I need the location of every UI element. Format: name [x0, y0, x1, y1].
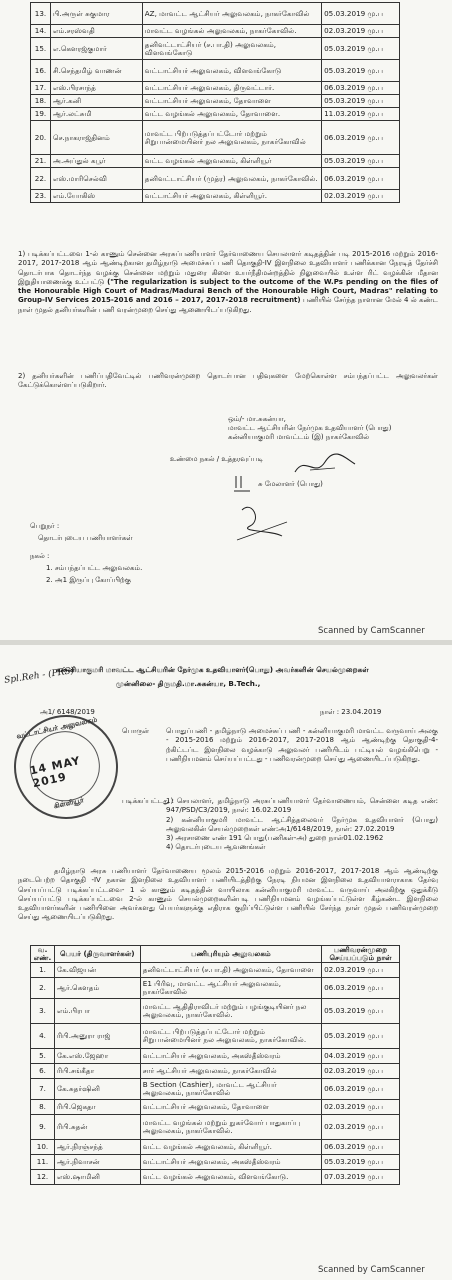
table-row: [31, 1079, 400, 1100]
row-number: 15.: [31, 38, 51, 60]
row-name: ஆர்.கௌதம்: [54, 978, 140, 999]
proceedings-header: கன்னியாகுமரி மாவட்ட ஆட்சியரின் நேர்முக உதவியாளர்(பொது) அவர்களின் செயல்முறைகள்: [56, 665, 369, 674]
row-name: எம்.சரஸ்வதி: [50, 25, 142, 38]
row-name: ரிபி.அனுரா ராஜ்: [54, 1024, 140, 1049]
col-header-no: வ. எண்.: [31, 946, 55, 963]
row-name: பி.அருள் சுகுமார: [50, 3, 142, 25]
subject-text: பொதுப்பணி - தமிழ்நாடு அமைச்சுப் பணி - கன்னியாகுமரி மாவட்ட வருவாய் அலகு - 2015-2016 மற்றும் 2016-2017, 2017-2018 ஆம் ஆண்டிற்கு தொகுதி-4-ற்கிட்டப்ட இளநிலை வழக்காடு அலுவலர் பணியிடம் பட்டியல் வழங்கிபெறு - பணிநியமனம் செய்யப்பட்டது - பணிவரன்முறை செய்து ஆணையிடப்படுகிறது.: [166, 727, 438, 763]
row-name: செ.நாகராஜ்தினம்: [50, 121, 142, 155]
paragraph-2: [18, 372, 438, 391]
row-name: ஆர்.லட்சுமி: [50, 108, 142, 121]
table-row: [31, 1170, 400, 1185]
row-office: மாவட்ட பிற்படுத்தப்பட்டோர் மற்றும் சிறுபான்மையினர் நல அலுவலகம், நாகர்கோவில்.: [140, 1024, 321, 1049]
row-name: ரிபி.ஜெகதா: [54, 1100, 140, 1115]
row-number: 20.: [31, 121, 51, 155]
row-office: தனிவட்டாட்சியர் (ச.பா.தி) அலுவலகம், தோவாளை: [140, 963, 321, 978]
attest-signatory: சு மேலாளர் (பொது): [258, 480, 323, 488]
true-copy-label: உண்மை நகல் / உத்தரவுப்படி: [170, 455, 264, 463]
row-name: கே.எஸ்.ஜேஹா: [54, 1049, 140, 1064]
handwritten-signature-2: [232, 500, 292, 545]
reference-4: 4) தொடர்புடைய ஆவணங்கள்: [166, 843, 266, 852]
row-name: ரிபி.சங்கீதா: [54, 1064, 140, 1079]
row-office: வட்ட வழங்கல் அலுவலகம், கிள்ளியூர்.: [140, 1140, 321, 1155]
stamp-date: 14 MAY 2019: [28, 753, 82, 791]
row-number: 13.: [31, 3, 51, 25]
scanner-watermark: Scanned by CamScanner: [318, 1265, 425, 1275]
table-row: [31, 168, 400, 190]
row-date: 02.03.2019 மு.ப: [322, 1115, 400, 1140]
table-header-row: [31, 946, 400, 963]
row-office: மாவட்ட பிற்படுத்தப்பட்டோர் மற்றும் சிறுபான்மையினர் நல அலுவலகம், நாகர்கோவில்: [142, 121, 321, 155]
row-date: 06.03.2019 மு.ப: [322, 82, 400, 95]
row-date: 05.03.2019 மு.ப: [322, 1024, 400, 1049]
row-office: வட்டாட்சியர் அலுவலகம், தோவாளை: [142, 95, 321, 108]
table-row: [31, 999, 400, 1024]
row-date: 02.03.2019 மு.ப: [322, 963, 400, 978]
row-number: 3.: [31, 999, 55, 1024]
row-office: தனிவட்டாட்சியர் (முத்ர) அலுவலகம், நாகர்கோவில்.: [142, 168, 321, 190]
table-row: [31, 963, 400, 978]
handwritten-mark: [232, 472, 254, 494]
row-number: 4.: [31, 1024, 55, 1049]
table-row: [31, 1100, 400, 1115]
row-name: எ.கௌரஜ்குமார்: [50, 38, 142, 60]
row-office: மாவட்ட வழங்கல் மற்றும் நுகர்வோர் பாதுகாப்பு அலுவலகம், நாகர்கோவில்.: [140, 1115, 321, 1140]
row-office: மாவட்ட வழங்கல் அலுவலகம், நாகர்கோவில்.: [142, 25, 321, 38]
row-name: எஸ்.பிரசாந்த்: [50, 82, 142, 95]
document-page-2: [0, 645, 452, 1280]
row-number: 9.: [31, 1115, 55, 1140]
row-office: மாவட்ட ஆதிதிராவிடர் மற்றும் பழங்குடியினர் நல அலுவலகம், நாகர்கோவில்.: [140, 999, 321, 1024]
row-date: 05.03.2019 மு.ப: [322, 38, 400, 60]
copy-label: நகல் :: [30, 552, 50, 560]
table-row: [31, 190, 400, 203]
stamp-office-text: வட்டாட்சியர் அலுவலகம்: [15, 715, 98, 741]
table-row: [31, 1024, 400, 1049]
paragraph-1: [18, 250, 438, 315]
row-date: 06.03.2019 மு.ப: [322, 121, 400, 155]
row-name: எஸ்.ஷாமினி: [54, 1170, 140, 1185]
paragraph-1-tail: பணியில் சேர்ந்த நாளான மேல் 4 ல் கண்ட நாள் முதல் தனியர்களின் பணி வரன்முறை செய்து ஆணையிடப்படுகிறது.: [18, 296, 438, 314]
row-office: வட்ட வழங்கல் அலுவலகம், கிள்ளியூர்: [142, 155, 321, 168]
row-office: வட்டாட்சியர் அலுவலகம், விளவங்கோடு: [142, 60, 321, 82]
row-date: 04.03.2019 மு.ப: [322, 1049, 400, 1064]
col-header-office: பணிபுரியும் அலுவலகம்: [140, 946, 321, 963]
row-name: எம்.பிரபா: [54, 999, 140, 1024]
row-date: 02.03.2019 மு.ப: [322, 25, 400, 38]
stamp-place-text: கிள்ளியூர்: [53, 796, 85, 811]
handwritten-note: Spl.Reh - (PRS): [3, 666, 75, 686]
row-number: 1.: [31, 963, 55, 978]
row-date: 07.03.2019 மு.ப: [322, 1170, 400, 1185]
row-date: 05.03.2019 மு.ப: [322, 155, 400, 168]
table-row: [31, 1155, 400, 1170]
row-name: ரிபி.சுதன்: [54, 1115, 140, 1140]
reference-number: அ1/ 6148/2019: [40, 708, 95, 716]
reference-3: 3) அரசாணை எண் 191 பொது(பணிகள்-அ) துறை நாள்01.02.1962: [166, 834, 384, 843]
references-list: [166, 797, 438, 853]
col-header-date: பணிவரன்முறை செய்யப்படும் நாள்: [322, 946, 400, 963]
table-row: [31, 3, 400, 25]
row-number: 19.: [31, 108, 51, 121]
received-stamp: [4, 705, 127, 828]
row-office: வட்டாட்சியர் அலுவலகம், அகஸ்தீஸ்வரம்: [140, 1049, 321, 1064]
row-name: கே.விஜயன்: [54, 963, 140, 978]
row-name: எஸ்.மாரிசெல்வி: [50, 168, 142, 190]
row-number: 16.: [31, 60, 51, 82]
table-row: [31, 121, 400, 155]
paragraph-1-text: படிக்கப்பட்டவை 1-ல் காணும் சென்னை அரசுப்பணியாளர் தேர்வாணைய செயலாளர் கடிதத்தின் படி 2015-2016 மற்றும் 2016-2017, 2017-2018 ஆம் ஆண்டிற்கான தமிழ்நாடு அமைச்சுப் பணி தொகுதி-IV இளநிலை உதவியாளர் பணிக்கான நேரடித் தேர்ச்சி தொடர்பாக தொடர்ந்த வழக்கு சென்னை மற்றும் மதுரை கிளை உயர்நீதிமன்றத்தில் நிலுவையில் உள்ள ரிட் வழக்கின் மீதான இறுதியாணைக்கு உட்பட்டு: [18, 250, 438, 286]
assignment-table-2: [30, 945, 400, 1185]
row-name: ஆர்.நிவாசன்: [54, 1155, 140, 1170]
row-number: 23.: [31, 190, 51, 203]
table-row: [31, 38, 400, 60]
row-name: சி.செந்தமிழ் வாணன்: [50, 60, 142, 82]
row-date: 05.03.2019 மு.ப: [322, 60, 400, 82]
row-name: அ.அப்துல் கபூர்: [50, 155, 142, 168]
scanner-watermark: Scanned by CamScanner: [318, 626, 425, 636]
signature-line-3: கன்னியாகுமரி மாவட்டம் (இ) நாகர்கோவில்: [228, 433, 370, 441]
recipient-item: தொடர்புடைய பணியாளர்கள்: [38, 534, 133, 542]
row-date: 06.03.2019 மு.ப: [322, 1079, 400, 1100]
row-date: 06.03.2019 மு.ப: [322, 168, 400, 190]
row-office: வட்டாட்சியர் அலுவலகம், கிள்ளியூர்.: [142, 190, 321, 203]
row-number: 6.: [31, 1064, 55, 1079]
col-header-name: பெயர் (திருவாளர்கள்): [54, 946, 140, 963]
row-date: 06.03.2019 மு.ப: [322, 978, 400, 999]
row-number: 5.: [31, 1049, 55, 1064]
row-date: 11.03.2019 மு.ப: [322, 108, 400, 121]
row-number: 21.: [31, 155, 51, 168]
row-office: வட்டாட்சியர் அலுவலகம், தோவாளை: [140, 1100, 321, 1115]
row-number: 2.: [31, 978, 55, 999]
row-date: 02.03.2019 மு.ப: [322, 190, 400, 203]
row-date: 05.03.2019 மு.ப: [322, 1155, 400, 1170]
row-number: 17.: [31, 82, 51, 95]
table-row: [31, 95, 400, 108]
presence-line: முன்னிலை- திருமதி.மா.சுகன்யா, B.Tech.,: [116, 679, 261, 688]
row-office: AZ, மாவட்ட ஆட்சியர் அலுவலகம், நாகர்கோவில்: [142, 3, 321, 25]
signature-line-2: மாவட்ட ஆட்சியரின் நேர்முக உதவியாளர் (பொது): [228, 424, 392, 432]
row-office: தனிவட்டாட்சியர் (ச.பா.தி) அலுவலகம், விளவங்கோடு: [142, 38, 321, 60]
row-date: 02.03.2019 மு.ப: [322, 1064, 400, 1079]
subject-label: பொருள்: [122, 727, 150, 735]
row-number: 11.: [31, 1155, 55, 1170]
row-office: வட்டாட்சியர் அலுவலகம், அகஸ்தீஸ்வரம்: [140, 1155, 321, 1170]
table-row: [31, 1064, 400, 1079]
reference-2: 2) கன்னியாகுமரி மாவட்ட ஆட்சித்தலைவர் நேர்முக உதவியாளர் (பொது) அலுவலகின் செயல்முறைகள் எண்:அ1/6148/2019, நாள்: 27.02.2019: [166, 815, 438, 833]
table-row: [31, 1140, 400, 1155]
table-row: [31, 25, 400, 38]
row-name: ஆர்.கனி: [50, 95, 142, 108]
table-row: [31, 155, 400, 168]
handwritten-signature-1: [290, 450, 360, 480]
row-number: 12.: [31, 1170, 55, 1185]
row-number: 7.: [31, 1079, 55, 1100]
assignment-table-1: [30, 2, 400, 203]
table-row: [31, 60, 400, 82]
row-office: E1 பிரிவு, மாவட்ட ஆட்சியர் அலுவலகம், நாகர்கோவில்: [140, 978, 321, 999]
signature-line-1: ஒம்/- மா.சுகன்யா,: [228, 415, 286, 423]
table-row: [31, 1115, 400, 1140]
row-date: 02.03.2019 மு.ப: [322, 1100, 400, 1115]
copy-item-1: 1. சம்பந்தப்பட்ட அலுவலகம்.: [46, 564, 143, 572]
row-office: வட்ட வழங்கல் அலுவலகம், தோவாளை.: [142, 108, 321, 121]
row-number: 22.: [31, 168, 51, 190]
row-office: சார் ஆட்சியர் அலுவலகம், நாகர்கோவில்: [140, 1064, 321, 1079]
table-row: [31, 108, 400, 121]
paragraph-2-number: 2): [18, 372, 26, 380]
row-date: 05.03.2019 மு.ப: [322, 3, 400, 25]
row-office: வட்டாட்சியர் அலுவலகம், திருவட்டார்.: [142, 82, 321, 95]
paragraph-1-bold-clause: ("The regularization is subject to the outcome of the W.Ps pending on the files of the Honourable High Court of Madras/Madurai Bench of the Honourable High Court, Madras" relating to Group-IV Services 2015-2016 and 2016 – 2017, 2017-2018 recruitment): [18, 277, 438, 305]
row-name: கே.சுதர்ஷினி: [54, 1079, 140, 1100]
reference-1: 1) செயலாளர், தமிழ்நாடு அரசுப்பணியாளர் தேர்வாணையம், சென்னை கடித எண்: 947/PSD/C3/2019, நாள்: 16.02.2019: [166, 797, 438, 815]
row-number: 14.: [31, 25, 51, 38]
row-number: 10.: [31, 1140, 55, 1155]
table-row: [31, 978, 400, 999]
order-body: தமிழ்நாடு அரசு பணியாளர் தேர்வாணைய மூலம் 2015-2016 மற்றும் 2016-2017, 2017-2018 ஆம் ஆண்டிற்கு நடைபெற்ற தொகுதி -IV நகான இளநிலை உதவியாளர் பணியிடத்திற்கு நேரடி நியமன இளநிலை உதவியாளராகாக தேர்வு செய்யப்பட்டு படிக்கப்பட்டவை- 1 ல் காணும் கடிதத்தின் வாயிலாக கன்னியாகுமரி மாவட்ட வருவாய் அலகிற்கு ஒதுக்கீடு செய்யப்பட்டு படிக்கப்பட்டவை 2-ல் காணும் செயல்முறைகளின்படி பணிநியமனம் வழங்கப்பட்டுள்ள கீழ்கண்ட இளநிலை உதவியாளர்களின் பணியினை அவர்களது பெயர்களுக்கு எதிராக குறிப்பிட்டுள்ள பணியில் சேர்ந்த நாள் முதல் பணிவரன்முறை செய்து ஆணையிடப்படுகிறது.: [18, 867, 438, 922]
table-row: [31, 1049, 400, 1064]
copy-item-2: 2. அ1 இருப்பு கோப்பிற்கு: [46, 576, 131, 584]
signature-block: [228, 415, 438, 442]
row-office: B Section (Cashier), மாவட்ட ஆட்சியர் அலுவலகம், நாகர்கோவில்: [140, 1079, 321, 1100]
row-office: வட்ட வழங்கல் அலுவலகம், விளவங்கோடு.: [140, 1170, 321, 1185]
table-row: [31, 82, 400, 95]
paragraph-1-number: 1): [18, 250, 26, 258]
row-name: ஆர்.நிரஞ்சந்த்: [54, 1140, 140, 1155]
recipient-label: பெறுநர் :: [30, 522, 60, 530]
row-number: 18.: [31, 95, 51, 108]
references-label: படிக்கப்பட்டது :: [122, 797, 174, 805]
row-date: 05.03.2019 மு.ப: [322, 95, 400, 108]
row-number: 8.: [31, 1100, 55, 1115]
row-name: எம்.யோகிஸ்: [50, 190, 142, 203]
order-date: நாள் : 23.04.2019: [320, 708, 382, 716]
row-date: 05.03.2019 மு.ப: [322, 999, 400, 1024]
row-date: 06.03.2019 மு.ப: [322, 1140, 400, 1155]
paragraph-2-text: தனியர்களின் பணிப்பதிவேட்டில் பணிவரன்முறை தொடர்பான பதிவுகளை மேற்கொள்ள சம்பந்தப்பட்ட அலுவலர்கள் கேட்டுக்கொள்ளப்படுகிறார்.: [18, 372, 438, 390]
